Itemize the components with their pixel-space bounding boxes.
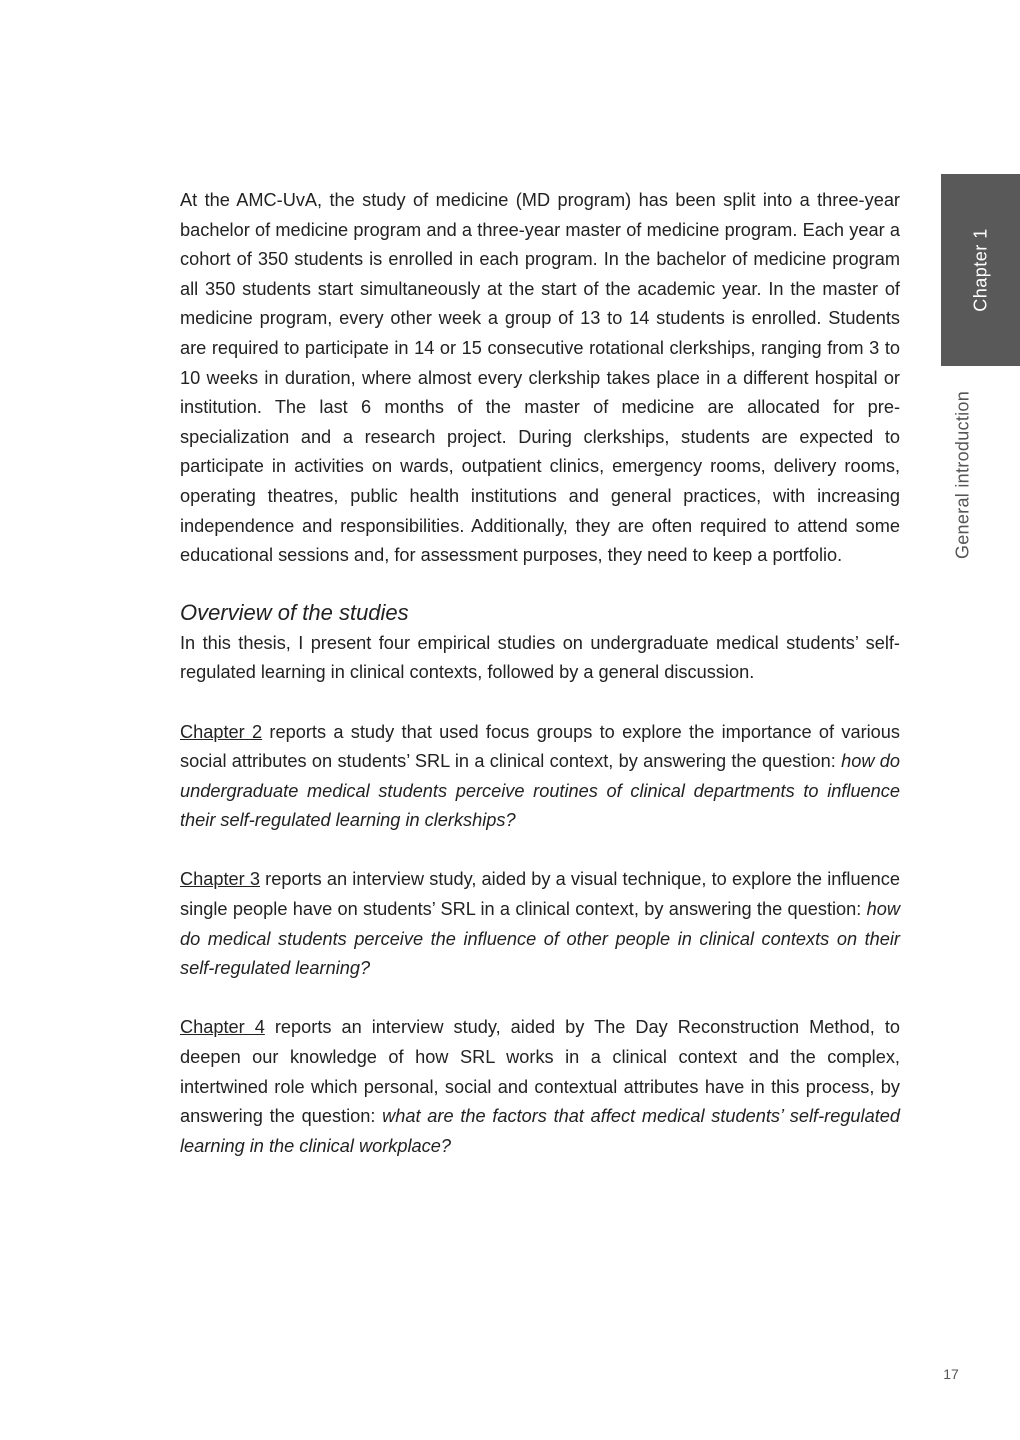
running-section-title: [941, 384, 985, 566]
chapter-4-question: what are the factors that affect medical students’ self-regulated learning in the clinical workplace?: [180, 1106, 900, 1156]
intro-paragraph: At the AMC-UvA, the study of medicine (MD program) has been split into a three-year bachelor of medicine program and a three-year master of medicine program. Each year a cohort of 350 students is enrolled in each program. In the bachelor of medicine program all 350 students start simultaneously at the start of the academic year. In the master of medicine program, every other week a group of 13 to 14 students is enrolled. Students are required to participate in 14 or 15 consecutive rotational clerkships, ranging from 3 to 10 weeks in duration, where almost every clerkship takes place in a different hospital or institution. The last 6 months of the master of medicine are allocated for pre-specialization and a research project. During clerkships, students are expected to participate in activities on wards, outpatient clinics, emergency rooms, delivery rooms, operating theatres, public health institutions and general practices, with increasing independence and responsibilities. Additionally, they are often required to attend some educational sessions and, for assessment purposes, they need to keep a portfolio.: [180, 190, 900, 566]
chapter-3-paragraph: [180, 865, 900, 983]
chapter-2-question: how do undergraduate medical students perceive routines of clinical departments to influence their self-regulated learning in clerkships?: [180, 751, 900, 831]
chapter-3-question: how do medical students perceive the influence of other people in clinical contexts on their self-regulated learning?: [180, 899, 900, 979]
chapter-4-description: reports an interview study, aided by The Day Reconstruction Method, to deepen our knowledge of how SRL works in a clinical context and the complex, intertwined role which personal, social and contextual attributes have in this process, by answering the question:: [180, 1017, 900, 1127]
chapter-3-description: reports an interview study, aided by a visual technique, to explore the influence single people have on students’ SRL in a clinical context, by answering the question:: [180, 869, 900, 920]
chapter-4-reference: Chapter 4: [180, 1017, 265, 1038]
running-section-title-label: General introduction: [952, 390, 973, 560]
section-heading: Overview of the studies: [180, 599, 409, 625]
chapter-4-paragraph: [180, 1013, 900, 1161]
chapter-tab-label: Chapter 1: [970, 228, 990, 312]
chapter-tab: [941, 174, 1020, 366]
chapter-2-paragraph: [180, 718, 900, 836]
page-number: 17: [943, 1366, 959, 1382]
page-body: [180, 186, 900, 1161]
chapter-2-description: reports a study that used focus groups to explore the importance of various social attributes on students’ SRL in a clinical context, by answering the question:: [180, 721, 900, 772]
overview-paragraph: In this thesis, I present four empirical studies on undergraduate medical students’ self-regulated learning in clinical contexts, followed by a general discussion.: [180, 632, 900, 683]
chapter-2-reference: Chapter 2: [180, 721, 263, 742]
chapter-3-reference: Chapter 3: [180, 869, 260, 890]
